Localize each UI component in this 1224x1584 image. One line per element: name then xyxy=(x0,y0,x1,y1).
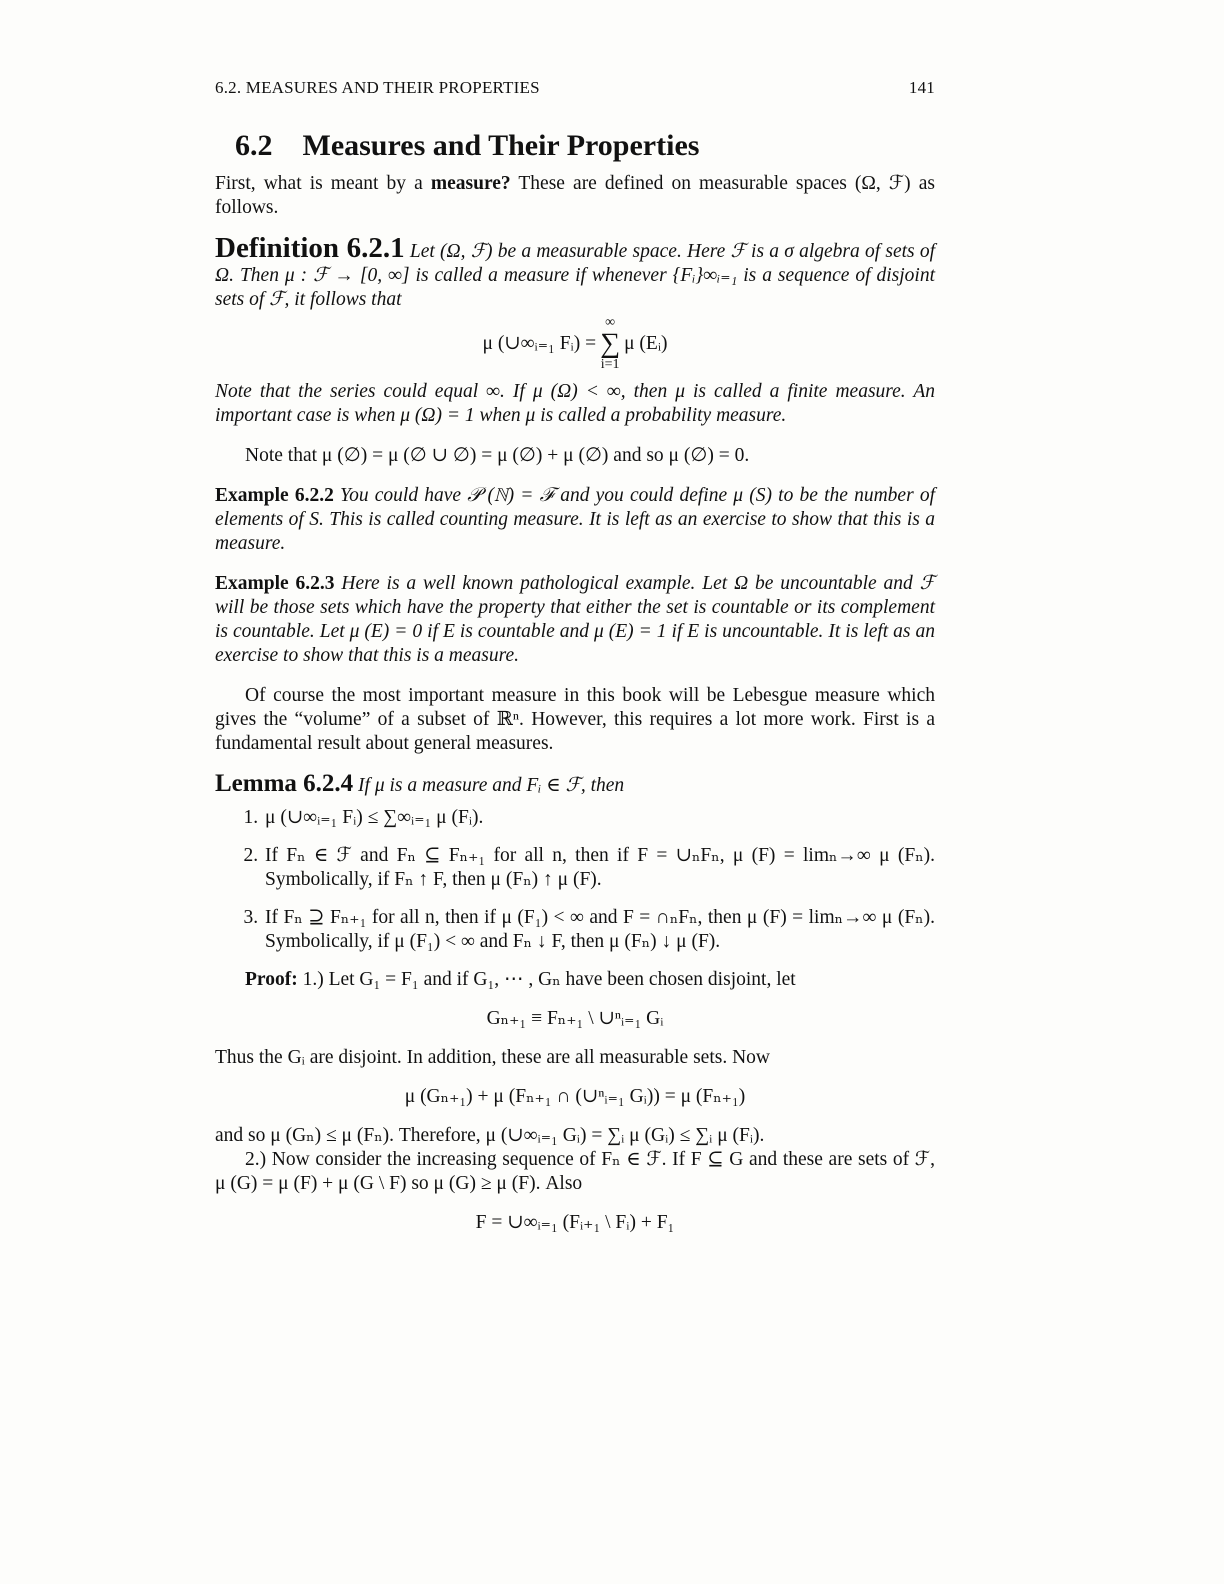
lemma-item: 1. μ (∪∞ᵢ₌₁ Fᵢ) ≤ ∑∞ᵢ₌₁ μ (Fᵢ). xyxy=(263,806,935,830)
empty-set-note: Note that μ (∅) = μ (∅ ∪ ∅) = μ (∅) + μ (∅) and so μ (∅) = 0. xyxy=(245,445,750,466)
intro-bold-term: measure? xyxy=(430,173,511,194)
running-header xyxy=(215,78,935,98)
proof-label: Proof: xyxy=(245,969,298,990)
sum-upper-limit: ∞ xyxy=(605,315,616,330)
page-number: 141 xyxy=(908,78,935,97)
example-text: Here is a well known pathological example. Let Ω be uncountable and ℱ will be those sets which have the property that either the set is countable or its complement is countable. Let μ (E) = 0 if E is countable and μ (E) = 1 if E is uncountable. It is left as an exercise to show that this is a measure. xyxy=(215,573,935,666)
sum-symbol xyxy=(600,316,620,372)
lemma-statement xyxy=(215,772,935,798)
proof-line-3: and so μ (Gₙ) ≤ μ (Fₙ). Therefore, μ (∪∞ᵢ₌₁ Gᵢ) = ∑ᵢ μ (Gᵢ) ≤ ∑ᵢ μ (Fᵢ). xyxy=(215,1125,765,1146)
definition-label: Definition 6.2.1 xyxy=(215,232,405,264)
lemma-item: 2. If Fₙ ∈ ℱ and Fₙ ⊆ Fₙ₊₁ for all n, then if F = ∪ₙFₙ, μ (F) = limₙ→∞ μ (Fₙ). Symbolically, if Fₙ ↑ F, then μ (Fₙ) ↑ μ (F). xyxy=(263,844,935,892)
definition-text: Let (Ω, ℱ) be a measurable space. Here ℱ is a σ algebra of sets of Ω. Then μ : ℱ → [0, ∞] is called a measure if whenever {Fᵢ}∞ᵢ₌₁ is a sequence of disjoint sets of ℱ, it follows that xyxy=(215,241,935,310)
section-number: 6.2 xyxy=(235,129,273,162)
lemma-text: If μ is a measure and Fᵢ ∈ ℱ, then xyxy=(358,775,625,796)
lebesgue-paragraph: Of course the most important measure in this book will be Lebesgue measure which gives the “volume” of a subset of ℝⁿ. However, this requires a lot more work. First is a fundamental result about general measures. xyxy=(215,685,935,754)
intro-paragraph xyxy=(215,172,935,220)
proof-line-2: Thus the Gᵢ are disjoint. In addition, these are all measurable sets. Now xyxy=(215,1047,770,1068)
intro-text: First, what is meant by a xyxy=(215,173,423,194)
definition-formula xyxy=(215,314,935,374)
definition-note: Note that the series could equal ∞. If μ (Ω) < ∞, then μ is called a finite measure. An important case is when μ (Ω) = 1 when μ is called a probability measure. xyxy=(215,381,935,426)
proof-line-1 xyxy=(215,968,935,992)
intro-text-rest: These are defined on measurable spaces (Ω, ℱ) as follows. xyxy=(215,173,935,218)
lemma-item: 3. If Fₙ ⊇ Fₙ₊₁ for all n, then if μ (F₁) < ∞ and F = ∩ₙFₙ, then μ (F) = limₙ→∞ μ (Fₙ). Symbolically, if μ (F₁) < ∞ and Fₙ ↓ F, then μ (Fₙ) ↓ μ (F). xyxy=(263,906,935,954)
proof-line-4: 2.) Now consider the increasing sequence of Fₙ ∈ ℱ. If F ⊆ G and these are sets of ℱ, μ (G) = μ (F) + μ (G \ F) so μ (G) ≥ μ (F). Also xyxy=(215,1149,935,1194)
section-title: Measures and Their Properties xyxy=(302,129,700,162)
lemma-label: Lemma 6.2.4 xyxy=(215,770,354,797)
example-label: Example 6.2.2 xyxy=(215,485,334,506)
sum-lower-limit: i=1 xyxy=(600,357,620,372)
proof-display-1: Gₙ₊₁ ≡ Fₙ₊₁ \ ∪ⁿᵢ₌₁ Gᵢ xyxy=(486,1008,664,1029)
proof-display-3: F = ∪∞ᵢ₌₁ (Fᵢ₊₁ \ Fᵢ) + F₁ xyxy=(475,1212,675,1233)
running-header-title: 6.2. MEASURES AND THEIR PROPERTIES xyxy=(215,78,540,97)
proof-text: 1.) Let G₁ = F₁ and if G₁, ⋯ , Gₙ have been chosen disjoint, let xyxy=(302,969,796,990)
example-6-2-3 xyxy=(215,572,935,668)
definition-block xyxy=(215,232,935,312)
sigma-glyph: ∑ xyxy=(600,328,621,359)
page-body xyxy=(215,128,935,1250)
section-heading xyxy=(235,128,935,164)
proof-display-2: μ (Gₙ₊₁) + μ (Fₙ₊₁ ∩ (∪ⁿᵢ₌₁ Gᵢ)) = μ (Fₙ₊₁) xyxy=(404,1086,746,1107)
example-label: Example 6.2.3 xyxy=(215,573,335,594)
lemma-list xyxy=(215,806,935,954)
example-text: You could have 𝒫 (ℕ) = ℱ and you could define μ (S) to be the number of elements of S. This is called counting measure. It is left as an exercise to show that this is a measure. xyxy=(215,485,936,554)
formula-right: μ (Eᵢ) xyxy=(624,333,668,354)
example-6-2-2 xyxy=(215,484,935,556)
formula-left: μ (∪∞ᵢ₌₁ Fᵢ) = xyxy=(482,333,597,354)
